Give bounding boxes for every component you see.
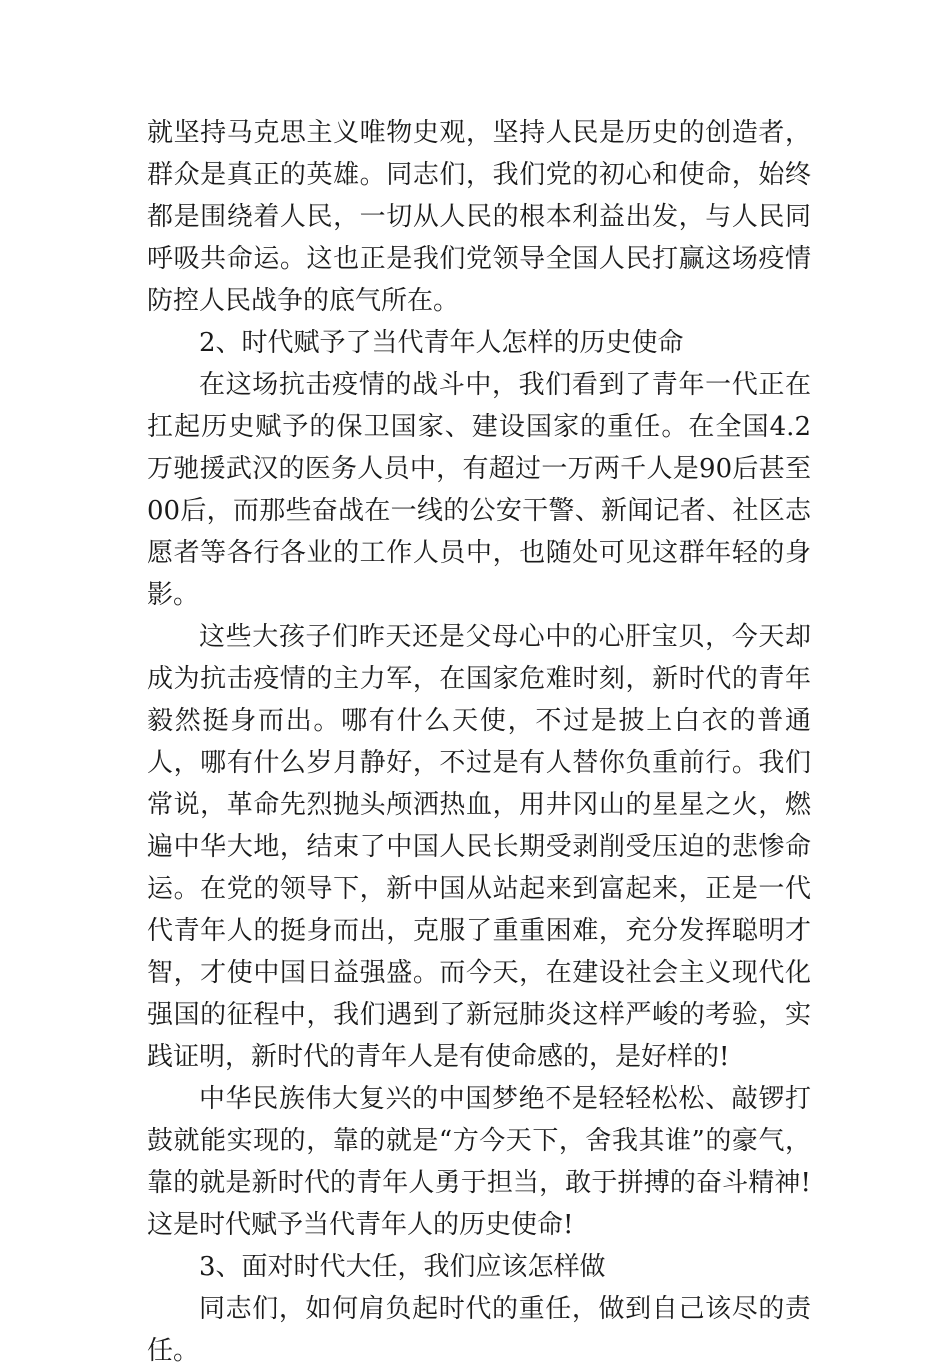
paragraph-youth-mission: 这些大孩子们昨天还是父母心中的心肝宝贝，今天却成为抗击疫情的主力军，在国家危难时刻，新时代的青年毅然挺身而出。哪有什么天使，不过是披上白衣的普通人，哪有什么岁月静好，不过是有人替你负重前行。我们常说，革命先烈抛头颅洒热血，用井冈山的星星之火，燃遍中华大地，结束了中国人民长期受剥削受压迫的悲惨命运。在党的领导下，新中国从站起来到富起来，正是一代代青年人的挺身而出，克服了重重困难，充分发挥聪明才智，才使中国日益强盛。而今天，在建设社会主义现代化强国的征程中，我们遇到了新冠肺炎这样严峻的考验，实践证明，新时代的青年人是有使命感的，是好样的! [147,622,811,1072]
document-body [147,112,811,1372]
paragraph-responsibility: 同志们，如何肩负起时代的重任，做到自己该尽的责任。 [147,1294,811,1366]
paragraph-youth-frontline: 在这场抗击疫情的战斗中，我们看到了青年一代正在扛起历史赋予的保卫国家、建设国家的重任。在全国4.2万驰援武汉的医务人员中，有超过一万两千人是90后甚至00后，而那些奋战在一线的公安干警、新闻记者、社区志愿者等各行各业的工作人员中，也随处可见这群年轻的身影。 [147,370,811,610]
section-heading-3: 3、面对时代大任，我们应该怎样做 [199,1252,606,1282]
paragraph-chinese-dream: 中华民族伟大复兴的中国梦绝不是轻轻松松、敲锣打鼓就能实现的，靠的就是“方今天下，舍我其谁”的豪气，靠的就是新时代的青年人勇于担当，敢于拼搏的奋斗精神!这是时代赋予当代青年人的历史使命! [147,1084,811,1240]
section-heading-2: 2、时代赋予了当代青年人怎样的历史使命 [199,328,684,358]
paragraph-continuation: 就坚持马克思主义唯物史观，坚持人民是历史的创造者，群众是真正的英雄。同志们，我们党的初心和使命，始终都是围绕着人民，一切从人民的根本利益出发，与人民同呼吸共命运。这也正是我们党领导全国人民打赢这场疫情防控人民战争的底气所在。 [147,118,811,316]
